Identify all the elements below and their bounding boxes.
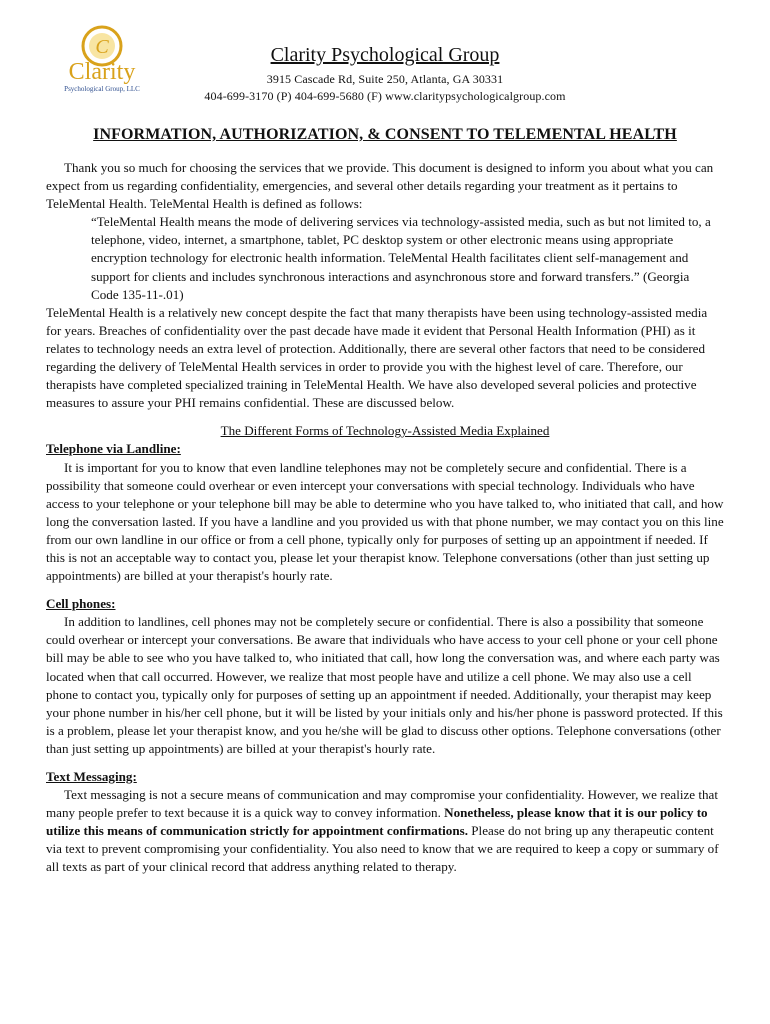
text-messaging-text [46,786,724,876]
company-address: 3915 Cascade Rd, Suite 250, Atlanta, GA 30331 [266,72,504,86]
text-messaging-policy: Nonetheless, please know that it is our policy to utilize this means of communication strictly for appointment confirmations. [46,805,708,839]
text-messaging-text-after: Please do not bring up any therapeutic content via text to prevent compromising your confidentiality. You also need to know that we are required to keep a copy or summary of all texts as part of your clinical record that address anything related to therapy. [46,823,719,875]
clarity-logo [56,24,148,98]
letterhead [170,44,600,105]
telemental-paragraph: TeleMental Health is a relatively new concept despite the fact that many therapists have been using technology-assisted media for years. Breaches of confidentiality over the past decade have made it evident that Personal Health Information (PHI) as it relates to technology needs an extra level of protection. Additionally, there are several other factors that need to be considered regarding the delivery of TeleMental Health services in order to provide you with the highest level of care. Therefore, our therapists have completed specialized training in TeleMental Health. We have also developed several policies and protective measures to assure your PHI remains confidential. These are discussed below. [46,304,708,411]
media-subtitle: The Different Forms of Technology-Assisted Media Explained [220,423,550,439]
landline-text: It is important for you to know that even landline telephones may not be completely secure and confidential. There is a possibility that someone could overhear or even intercept your conversations with special technology. Individuals who have access to your telephone or your telephone bill may be able to determine who you have talked to, who initiated that call, and how long the conversation lasted. If you have a landline and you provided us with that phone number, we may contact you on this line from our own landline in our office or from a cell phone, typically only for purposes of setting up an appointment if needed. If this is not an acceptable way to contact you, please let your therapist know. Telephone conversations (other than just setting up appointments) are billed at your therapist's hourly rate. [46,459,724,584]
intro-paragraph: Thank you so much for choosing the services that we provide. This document is designed to inform you about what you can expect from us regarding confidentiality, emergencies, and several other details regarding your treatment as it pertains to TeleMental Health. TeleMental Health is defined as follows: [46,160,714,212]
company-name: Clarity Psychological Group [270,44,500,66]
cell-text: In addition to landlines, cell phones may not be completely secure or confidential. There is also a possibility that someone could overhear or intercept your conversations. Be aware that individuals who have access to your cell phone or your cell phone bill may be able to see who you have talked to, who initiated that call, how long the conversation was, and where each party was located when that call occurred. However, we realize that most people have and utilize a cell phone. We may also use a cell phone to contact you, typically only for purposes of setting up an appointment if needed. Additionally, your therapist may keep your phone number in his/her cell phone, but it will be listed by your initials only and his/her phone is password protected. If this is a problem, please let your therapist know, and you he/she will be glad to discuss other options. Telephone conversations (other than just setting up appointments) are billed at your therapist's hourly rate. [46,614,723,756]
company-contact: 404-699-3170 (P) 404-699-5680 (F) www.claritypsychologicalgroup.com [204,89,566,103]
document-body [46,159,724,877]
landline-heading: Telephone via Landline: [46,441,181,457]
cell-heading: Cell phones: [46,596,116,612]
logo-wordmark: Clarity [68,59,136,85]
text-messaging-heading: Text Messaging: [46,769,137,784]
logo-subtext: Psychological Group, LLC [64,85,140,93]
svg-text:C: C [95,36,109,58]
telemental-definition-quote: “TeleMental Health means the mode of delivering services via technology-assisted media, such as but not limited to, a telephone, video, internet, a smartphone, tablet, PC desktop system or other electronic means using appropriate encryption technology for electronic health information. TeleMental Health facilitates client self-management and support for clients and includes synchronous interactions and asynchronous store and forward transfers.” (Georgia Code 135-11-.01) [91,214,711,302]
document-title: INFORMATION, AUTHORIZATION, & CONSENT TO TELEMENTAL HEALTH [93,126,677,143]
text-messaging-text-before: Text messaging is not a secure means of communication and may compromise your confidentiality. However, we realize that many people prefer to text because it is a quick way to convey information. [46,787,719,821]
